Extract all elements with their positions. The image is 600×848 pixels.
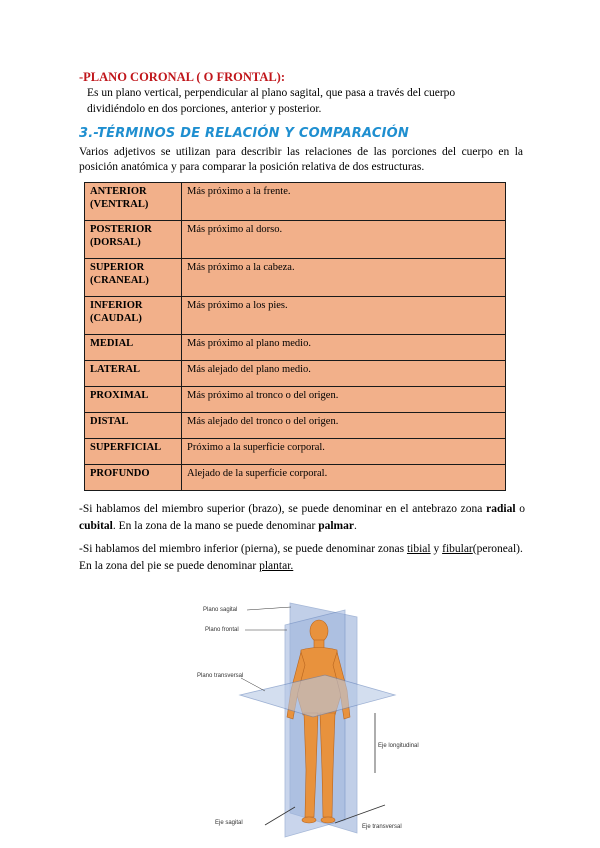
term-cell: PROXIMAL (85, 387, 182, 413)
term-cell: POSTERIOR (DORSAL) (85, 221, 182, 259)
label-eje-longitudinal: Eje longitudinal (378, 743, 419, 749)
section-title: 3.-TÉRMINOS DE RELACIÓN Y COMPARACIÓN (79, 126, 409, 141)
upper-limb-paragraph: -Si hablamos del miembro superior (brazo), se puede denominar en el antebrazo zona radial o cubital. En la zona de la mano se puede denominar palmar. (79, 503, 525, 532)
term-cell: SUPERFICIAL (85, 439, 182, 465)
description-cell: Más alejado del tronco o del origen. (182, 413, 506, 439)
term-cell: LATERAL (85, 361, 182, 387)
table-row (85, 335, 506, 361)
description-cell: Próximo a la superficie corporal. (182, 439, 506, 465)
term-cell: SUPERIOR (CRANEAL) (85, 259, 182, 297)
term-radial: radial (486, 503, 516, 515)
anatomical-planes-figure (195, 595, 435, 840)
term-tibial: tibial (406, 543, 431, 555)
table-row (85, 387, 506, 413)
table-row (85, 221, 506, 259)
description-cell: Más alejado del plano medio. (182, 361, 506, 387)
description-cell: Alejado de la superficie corporal. (182, 465, 506, 491)
description-cell: Más próximo al tronco o del origen. (182, 387, 506, 413)
coronal-line-1: Es un plano vertical, perpendicular al plano sagital, que pasa a través del cuerpo (87, 87, 456, 99)
term-cell: INFERIOR (CAUDAL) (85, 297, 182, 335)
coronal-description (87, 85, 517, 117)
term-fibular: fibular (442, 543, 473, 555)
description-cell: Más próximo a la cabeza. (182, 259, 506, 297)
terms-table (84, 182, 506, 491)
table-row (85, 465, 506, 491)
lower-limb-paragraph: -Si hablamos del miembro inferior (pierna), se puede denominar zonas tibial y fibular(peroneal). En la zona del pie se puede denominar plantar. (79, 543, 523, 572)
label-eje-transversal: Eje transversal (362, 824, 402, 830)
label-plano-transversal: Plano transversal (197, 673, 244, 679)
term-cell: MEDIAL (85, 335, 182, 361)
table-row (85, 413, 506, 439)
term-cubital: cubital (79, 520, 113, 532)
transverse-plane (240, 675, 395, 717)
description-cell: Más próximo al plano medio. (182, 335, 506, 361)
label-plano-sagital: Plano sagital (203, 607, 238, 613)
description-cell: Más próximo a los pies. (182, 297, 506, 335)
term-cell: PROFUNDO (85, 465, 182, 491)
term-plantar: plantar. (259, 560, 294, 572)
table-row (85, 439, 506, 465)
term-cell: ANTERIOR (VENTRAL) (85, 183, 182, 221)
section-intro: Varios adjetivos se utilizan para describir las relaciones de las porciones del cuerpo en la posición anatómica y para comparar la posición relativa de dos estructuras. (79, 146, 523, 173)
table-row (85, 361, 506, 387)
term-palmar: palmar (318, 520, 354, 532)
description-cell: Más próximo a la frente. (182, 183, 506, 221)
label-eje-sagital: Eje sagital (215, 820, 243, 826)
table-row (85, 297, 506, 335)
description-cell: Más próximo al dorso. (182, 221, 506, 259)
term-cell: DISTAL (85, 413, 182, 439)
coronal-heading: -PLANO CORONAL ( O FRONTAL): (79, 70, 286, 84)
table-row (85, 183, 506, 221)
table-row (85, 259, 506, 297)
label-plano-frontal: Plano frontal (205, 627, 239, 633)
coronal-line-2: dividiéndolo en dos porciones, anterior y posterior. (87, 103, 322, 115)
